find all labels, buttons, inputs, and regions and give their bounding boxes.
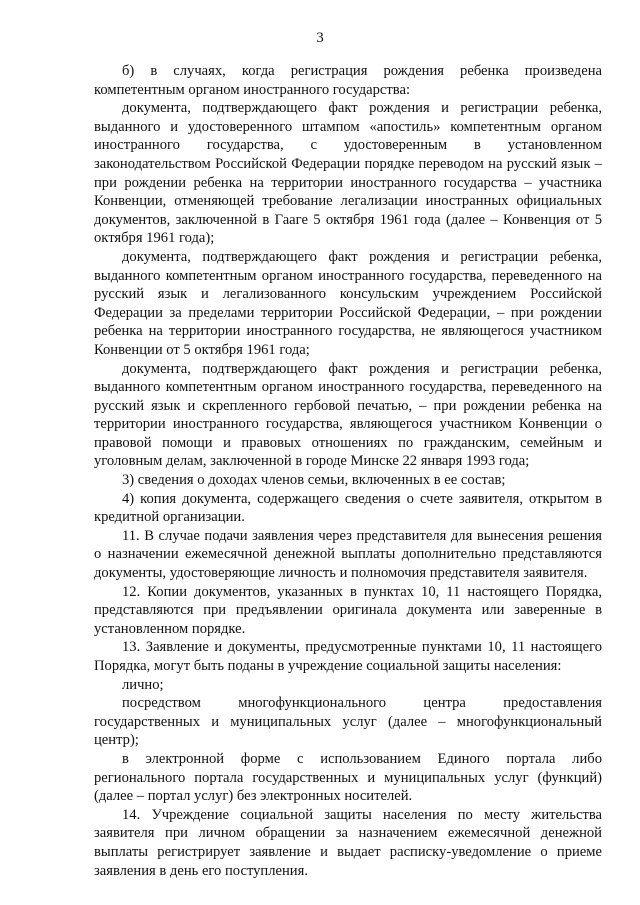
- page-number: 3: [316, 30, 324, 46]
- paragraph-item-3-income: 3) сведения о доходах членов семьи, включенных в ее состав;: [122, 472, 506, 489]
- paragraph-clause-13: 13. Заявление и документы, предусмотренные пунктами 10, 11 настоящего Порядка, могут быть поданы в учреждение социальной защиты населения:: [94, 639, 602, 674]
- paragraph-apostille-document: документа, подтверждающего факт рождения и регистрации ребенка, выданного и удостоверенного штампом «апостиль» компетентным органом иностранного государства, с удостоверенным в установленном законодательством Российской Федерации порядке переводом на русский язык – при рождении ребенка на территории иностранного государства – участника Конвенции, отменяющей требование легализации иностранных официальных документов, заключенной в Гааге 5 октября 1961 года (далее – Конвенция от 5 октября 1961 года);: [94, 100, 602, 247]
- paragraph-in-person: лично;: [122, 676, 164, 693]
- paragraph-item-4-bank-account: 4) копия документа, содержащего сведения о счете заявителя, открытом в кредитной организации.: [94, 490, 602, 526]
- paragraph-minsk-convention-document: документа, подтверждающего факт рождения и регистрации ребенка, выданного компетентным органом иностранного государства, переведенного на русский язык и скрепленного гербовой печатью, – при рождении ребенка на территории иностранного государства, являющегося участником Конвенции о правовой помощи и правовых отношениях по гражданским, семейным и уголовным делам, заключенной в городе Минске 22 января 1993 года;: [94, 360, 602, 470]
- paragraph-clause-12: 12. Копии документов, указанных в пунктах 10, 11 настоящего Порядка, представляются при предъявлении оригинала документа или заверенные в установленном порядке.: [94, 583, 602, 637]
- paragraph-clause-11: 11. В случае подачи заявления через представителя для вынесения решения о назначении ежемесячной денежной выплаты дополнительно представляются документы, удостоверяющие личность и полномочия представителя заявителя.: [94, 527, 602, 582]
- paragraph-electronic: в электронной форме с использованием Единого портала либо регионального портала государственных и муниципальных услуг (функций) (далее – портал услуг) без электронных носителей.: [94, 750, 602, 805]
- document-body: [94, 62, 602, 880]
- paragraph-legalized-document: документа, подтверждающего факт рождения и регистрации ребенка, выданного компетентным органом иностранного государства, переведенного на русский язык и легализованного консульским учреждением Российской Федерации за пределами территории Российской Федерации, – при рождении ребенка на территории иностранного государства, не являющегося участником Конвенции от 5 октября 1961 года;: [94, 248, 602, 358]
- paragraph-foreign-registration: б) в случаях, когда регистрация рождения ребенка произведена компетентным органом иностранного государства:: [94, 63, 602, 98]
- paragraph-mfc: посредством многофункционального центра предоставления государственных и муниципальных услуг (далее – многофункциональный центр);: [94, 695, 602, 749]
- paragraph-clause-14: 14. Учреждение социальной защиты населения по месту жительства заявителя при личном обращении за назначением ежемесячной денежной выплаты регистрирует заявление и выдает расписку-уведомление о приеме заявления в день его поступления.: [94, 806, 602, 879]
